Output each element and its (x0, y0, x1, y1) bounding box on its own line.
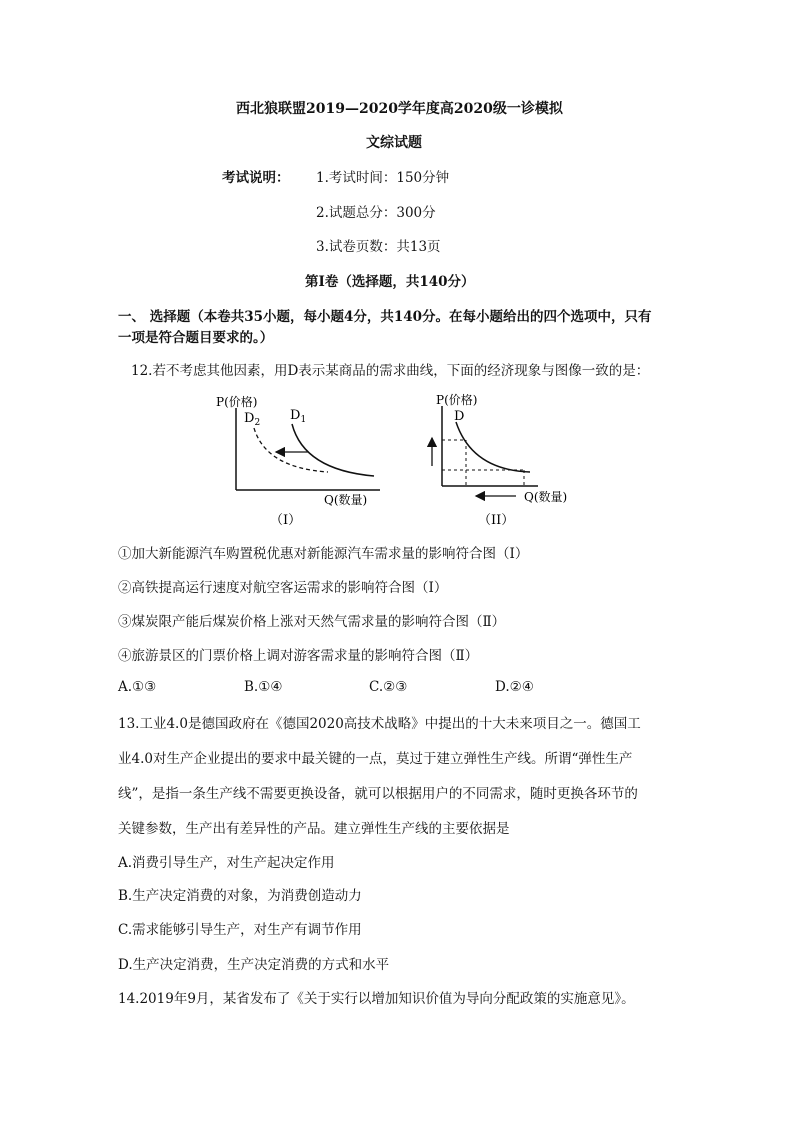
option-c: C.②③ (369, 679, 408, 695)
exam-info-item: 1.考试时间：150分钟 (316, 170, 450, 186)
demand-graph-1 (210, 390, 390, 530)
statement: ③煤炭限产能后煤炭价格上涨对天然气需求量的影响符合图（Ⅱ） (118, 614, 506, 630)
statement: ②高铁提高运行速度对航空客运需求的影响符合图（Ⅰ） (118, 580, 448, 596)
option-c: C.需求能够引导生产，对生产有调节作用 (118, 922, 362, 938)
question-12-stem: 12.若不考虑其他因素，用D表示某商品的需求曲线，下面的经济现象与图像一致的是： (131, 363, 650, 379)
figure-caption: （II） (478, 513, 515, 528)
exam-info-label: 考试说明： (222, 170, 290, 186)
demand-graph-2 (420, 390, 590, 530)
option-b: B.生产决定消费的对象，为消费创造动力 (118, 888, 362, 904)
question-13-text: 关键参数，生产出有差异性的产品。建立弹性生产线的主要依据是 (118, 821, 510, 837)
y-axis-label: P(价格) (216, 395, 258, 409)
option-b: B.①④ (244, 679, 283, 695)
curve-label-d: D (454, 409, 465, 424)
section-instruction: 一项是符合题目要求的。） (118, 330, 274, 346)
document-subtitle: 文综试题 (366, 135, 422, 151)
curve-label-d2: $D_2$ (244, 411, 261, 428)
statement: ①加大新能源汽车购置税优惠对新能源汽车需求量的影响符合图（Ⅰ） (118, 546, 529, 562)
question-13-text: 业4.0对生产企业提出的要求中最关键的一点，莫过于建立弹性生产线。所谓“弹性生产 (118, 751, 633, 767)
exam-info-item: 2.试题总分：300分 (316, 205, 436, 221)
question-13-text: 13.工业4.0是德国政府在《德国2020高技术战略》中提出的十大未来项目之一。德国工 (118, 716, 641, 732)
exam-info-item: 3.试卷页数：共13页 (316, 239, 441, 255)
question-13-text: 线”，是指一条生产线不需要更换设备，就可以根据用户的不同需求，随时更换各环节的 (118, 786, 638, 802)
section-instruction: 一、 选择题（本卷共35小题，每小题4分，共140分。在每小题给出的四个选项中，只有 (118, 309, 652, 325)
x-axis-label: Q(数量) (324, 493, 368, 507)
option-a: A.消费引导生产，对生产起决定作用 (118, 855, 335, 871)
figure-caption: （I） (270, 513, 302, 528)
option-a: A.①③ (118, 679, 157, 695)
option-d: D.生产决定消费，生产决定消费的方式和水平 (118, 957, 390, 973)
curve-label-d1: $D_1$ (290, 408, 307, 425)
option-d: D.②④ (495, 679, 534, 695)
volume-title: 第Ⅰ卷（选择题，共140分） (305, 274, 475, 290)
demand-curve-d1 (292, 424, 374, 476)
statement: ④旅游景区的门票价格上调对游客需求量的影响符合图（Ⅱ） (118, 648, 479, 664)
demand-curve-d (456, 422, 530, 472)
demand-curve-d2 (254, 428, 328, 472)
y-axis-label: P(价格) (436, 393, 478, 407)
document-title: 西北狼联盟2019—2020学年度高2020级一诊模拟 (236, 101, 563, 117)
question-14-stem: 14.2019年9月，某省发布了《关于实行以增加知识价值为导向分配政策的实施意见》。 (118, 991, 635, 1007)
x-axis-label: Q(数量) (524, 490, 568, 504)
